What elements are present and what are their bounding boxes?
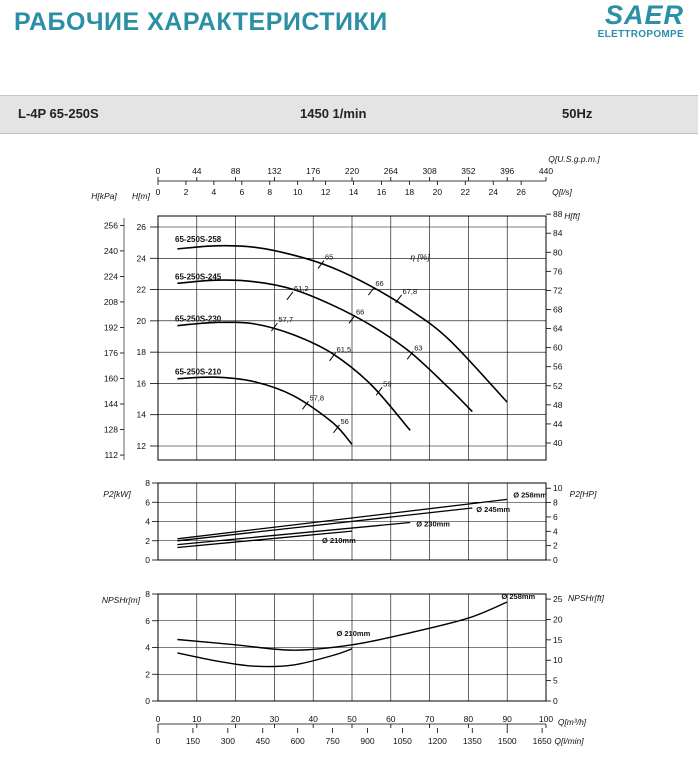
model-label: L-4P 65-250S xyxy=(18,106,99,121)
head-curve-label: 65-250S-230 xyxy=(175,314,222,324)
lps-tick-label: 22 xyxy=(460,187,471,197)
lps-tick-label: 24 xyxy=(488,187,498,197)
lps-tick-label: 12 xyxy=(320,187,331,197)
qm3h-tick-label: 100 xyxy=(538,714,554,724)
hp-tick-label: 8 xyxy=(553,497,558,508)
head-curve-label: 65-250S-210 xyxy=(175,367,222,377)
npsh-m-tick-label: 8 xyxy=(145,589,150,599)
gpm-tick-label: 352 xyxy=(461,166,476,176)
efficiency-tick xyxy=(287,292,293,300)
npsh-m-axis-label: NPSHr[m] xyxy=(101,595,141,605)
kpa-tick-label: 144 xyxy=(103,399,118,410)
hft-tick-label: 52 xyxy=(553,380,563,391)
hp-tick-label: 2 xyxy=(553,540,558,551)
brand-name: SAER xyxy=(604,0,684,30)
efficiency-label: 57,7 xyxy=(278,315,294,325)
lps-tick-label: 10 xyxy=(292,187,303,197)
kpa-tick-label: 176 xyxy=(103,347,118,358)
lps-tick-label: 20 xyxy=(432,187,443,197)
power-line-label: Ø 230mm xyxy=(416,519,450,529)
gpm-tick-label: 220 xyxy=(344,166,360,176)
qm3h-axis-label: Q[m³/h] xyxy=(557,717,587,727)
hft-tick-label: 48 xyxy=(553,399,563,410)
gpm-tick-label: 44 xyxy=(192,166,202,176)
lps-tick-label: 6 xyxy=(239,187,245,197)
efficiency-tick xyxy=(368,287,374,295)
qlmin-tick-label: 450 xyxy=(255,736,270,746)
hm-axis-label: H[m] xyxy=(132,191,150,201)
qlmin-axis-label: Q[l/min] xyxy=(554,736,584,746)
power-line-Ø 258mm xyxy=(177,499,507,538)
hft-tick-label: 40 xyxy=(553,437,563,448)
efficiency-label: 56 xyxy=(340,416,349,426)
efficiency-label: 65 xyxy=(324,252,334,262)
hp-axis-label: P2[HP] xyxy=(569,489,597,499)
power-line-label: Ø 258mm xyxy=(513,490,547,500)
hft-tick-label: 88 xyxy=(553,209,563,220)
kpa-tick-label: 224 xyxy=(103,271,118,282)
npsh-m-tick-label: 4 xyxy=(145,642,150,653)
kw-tick-label: 8 xyxy=(145,478,150,488)
hm-tick-label: 22 xyxy=(136,284,146,295)
npsh-m-tick-label: 2 xyxy=(145,669,150,680)
qlmin-tick-label: 300 xyxy=(220,736,235,746)
gpm-tick-label: 0 xyxy=(155,166,161,176)
frequency-label: 50Hz xyxy=(562,106,593,121)
npsh-ft-axis-label: NPSHr[ft] xyxy=(568,593,604,603)
gpm-tick-label: 132 xyxy=(267,166,282,176)
qlmin-tick-label: 600 xyxy=(290,736,305,746)
qm3h-tick-label: 0 xyxy=(155,714,161,724)
head-curve-65-250S-258 xyxy=(177,246,507,403)
qlmin-tick-label: 0 xyxy=(155,736,161,746)
npsh-ft-tick-label: 5 xyxy=(553,675,558,686)
lps-tick-label: 26 xyxy=(516,187,526,197)
lps-tick-label: 16 xyxy=(376,187,387,197)
qlmin-tick-label: 1050 xyxy=(392,736,412,746)
qlmin-tick-label: 900 xyxy=(360,736,375,746)
kpa-tick-label: 240 xyxy=(103,245,118,256)
hp-tick-label: 10 xyxy=(553,483,563,494)
hm-tick-label: 14 xyxy=(136,409,146,420)
qlmin-tick-label: 1350 xyxy=(462,736,482,746)
efficiency-label: 66 xyxy=(356,307,365,317)
hft-tick-label: 80 xyxy=(553,247,563,258)
gpm-tick-label: 396 xyxy=(500,166,515,176)
lps-tick-label: 18 xyxy=(404,187,415,197)
hm-tick-label: 26 xyxy=(136,222,146,232)
kw-tick-label: 4 xyxy=(145,516,150,527)
qlmin-tick-label: 1200 xyxy=(427,736,447,746)
kpa-tick-label: 192 xyxy=(103,322,118,333)
hm-tick-label: 18 xyxy=(136,347,146,358)
efficiency-axis-label: η [%] xyxy=(410,252,430,262)
lps-tick-label: 14 xyxy=(348,187,359,197)
npsh-curve-Ø 210mm xyxy=(177,649,352,667)
hm-tick-label: 12 xyxy=(136,441,146,451)
efficiency-label: 57,8 xyxy=(309,393,325,403)
power-line-label: Ø 210mm xyxy=(322,536,356,546)
head-curve-label: 65-250S-258 xyxy=(175,234,222,244)
hft-tick-label: 72 xyxy=(553,285,563,296)
kw-tick-label: 0 xyxy=(145,555,150,565)
npsh-ft-tick-label: 10 xyxy=(553,655,563,666)
qm3h-tick-label: 80 xyxy=(463,714,474,724)
hft-tick-label: 84 xyxy=(553,228,563,239)
kw-axis-label: P2[kW] xyxy=(103,489,131,499)
gpm-tick-label: 308 xyxy=(422,166,437,176)
qm3h-tick-label: 70 xyxy=(424,714,435,724)
kpa-tick-label: 160 xyxy=(103,373,118,384)
qm3h-tick-label: 60 xyxy=(386,714,396,724)
npsh-ft-tick-label: 20 xyxy=(553,614,563,625)
hft-axis-label: H[ft] xyxy=(564,211,580,221)
hft-tick-label: 76 xyxy=(553,266,563,277)
hft-tick-label: 44 xyxy=(553,418,563,429)
hp-tick-label: 0 xyxy=(553,555,558,565)
power-line-label: Ø 245mm xyxy=(476,505,511,515)
kpa-axis-label: H[kPa] xyxy=(91,191,117,201)
efficiency-label: 61,5 xyxy=(336,344,352,354)
brand-subtitle: ELETTROPOMPE xyxy=(597,29,684,40)
hft-tick-label: 68 xyxy=(553,304,563,315)
npsh-ft-tick-label: 0 xyxy=(553,696,558,706)
gpm-axis-label: Q[U.S.g.p.m.] xyxy=(548,154,600,164)
kw-tick-label: 2 xyxy=(145,535,150,546)
qm3h-tick-label: 90 xyxy=(502,714,512,724)
qm3h-tick-label: 50 xyxy=(347,714,357,724)
efficiency-label: 59 xyxy=(383,379,392,389)
kpa-tick-label: 208 xyxy=(103,296,118,307)
lps-tick-label: 2 xyxy=(183,187,189,197)
qlmin-tick-label: 150 xyxy=(185,736,201,746)
qm3h-tick-label: 40 xyxy=(308,714,318,724)
head-curve-label: 65-250S-245 xyxy=(175,272,222,282)
kw-tick-label: 6 xyxy=(145,497,150,508)
kpa-tick-label: 256 xyxy=(103,220,118,231)
qlmin-tick-label: 1650 xyxy=(532,736,552,746)
hm-tick-label: 24 xyxy=(136,253,146,264)
hft-tick-label: 56 xyxy=(553,361,563,372)
npsh-curve-Ø 258mm xyxy=(177,602,507,650)
npsh-m-tick-label: 0 xyxy=(145,696,150,706)
gpm-tick-label: 440 xyxy=(538,166,554,176)
head-curve-65-250S-210 xyxy=(177,377,352,444)
npsh-m-tick-label: 6 xyxy=(145,615,150,626)
efficiency-label: 67,8 xyxy=(402,286,418,296)
lps-tick-label: 4 xyxy=(211,187,217,197)
npsh-ft-tick-label: 15 xyxy=(553,634,563,645)
gpm-tick-label: 88 xyxy=(230,166,241,176)
qlmin-tick-label: 750 xyxy=(325,736,340,746)
npsh-curve-label: Ø 210mm xyxy=(336,629,371,639)
kpa-tick-label: 128 xyxy=(103,424,118,435)
hm-tick-label: 20 xyxy=(136,315,146,326)
power-line-Ø 230mm xyxy=(177,523,410,545)
npsh-ft-tick-label: 25 xyxy=(553,594,563,605)
lps-axis-label: Q[l/s] xyxy=(552,187,572,197)
hp-tick-label: 6 xyxy=(553,511,558,522)
hft-tick-label: 64 xyxy=(553,323,563,334)
gpm-tick-label: 264 xyxy=(383,166,398,176)
npsh-curve-label: Ø 258mm xyxy=(501,592,536,602)
efficiency-label: 63 xyxy=(414,343,423,353)
lps-tick-label: 0 xyxy=(155,187,161,197)
gpm-tick-label: 176 xyxy=(306,166,321,176)
head-curve-65-250S-245 xyxy=(177,280,472,412)
kpa-tick-label: 112 xyxy=(104,450,118,461)
hft-tick-label: 60 xyxy=(553,342,563,353)
efficiency-label: 66 xyxy=(375,279,384,289)
qm3h-tick-label: 20 xyxy=(230,714,241,724)
qm3h-tick-label: 30 xyxy=(269,714,280,724)
lps-tick-label: 8 xyxy=(267,187,273,197)
speed-label: 1450 1/min xyxy=(300,106,367,121)
hp-tick-label: 4 xyxy=(553,526,558,537)
qm3h-tick-label: 10 xyxy=(192,714,202,724)
page-title: РАБОЧИЕ ХАРАКТЕРИСТИКИ xyxy=(14,8,388,36)
hm-tick-label: 16 xyxy=(136,378,146,389)
efficiency-label: 61,2 xyxy=(293,283,309,293)
qlmin-tick-label: 1500 xyxy=(497,736,517,746)
